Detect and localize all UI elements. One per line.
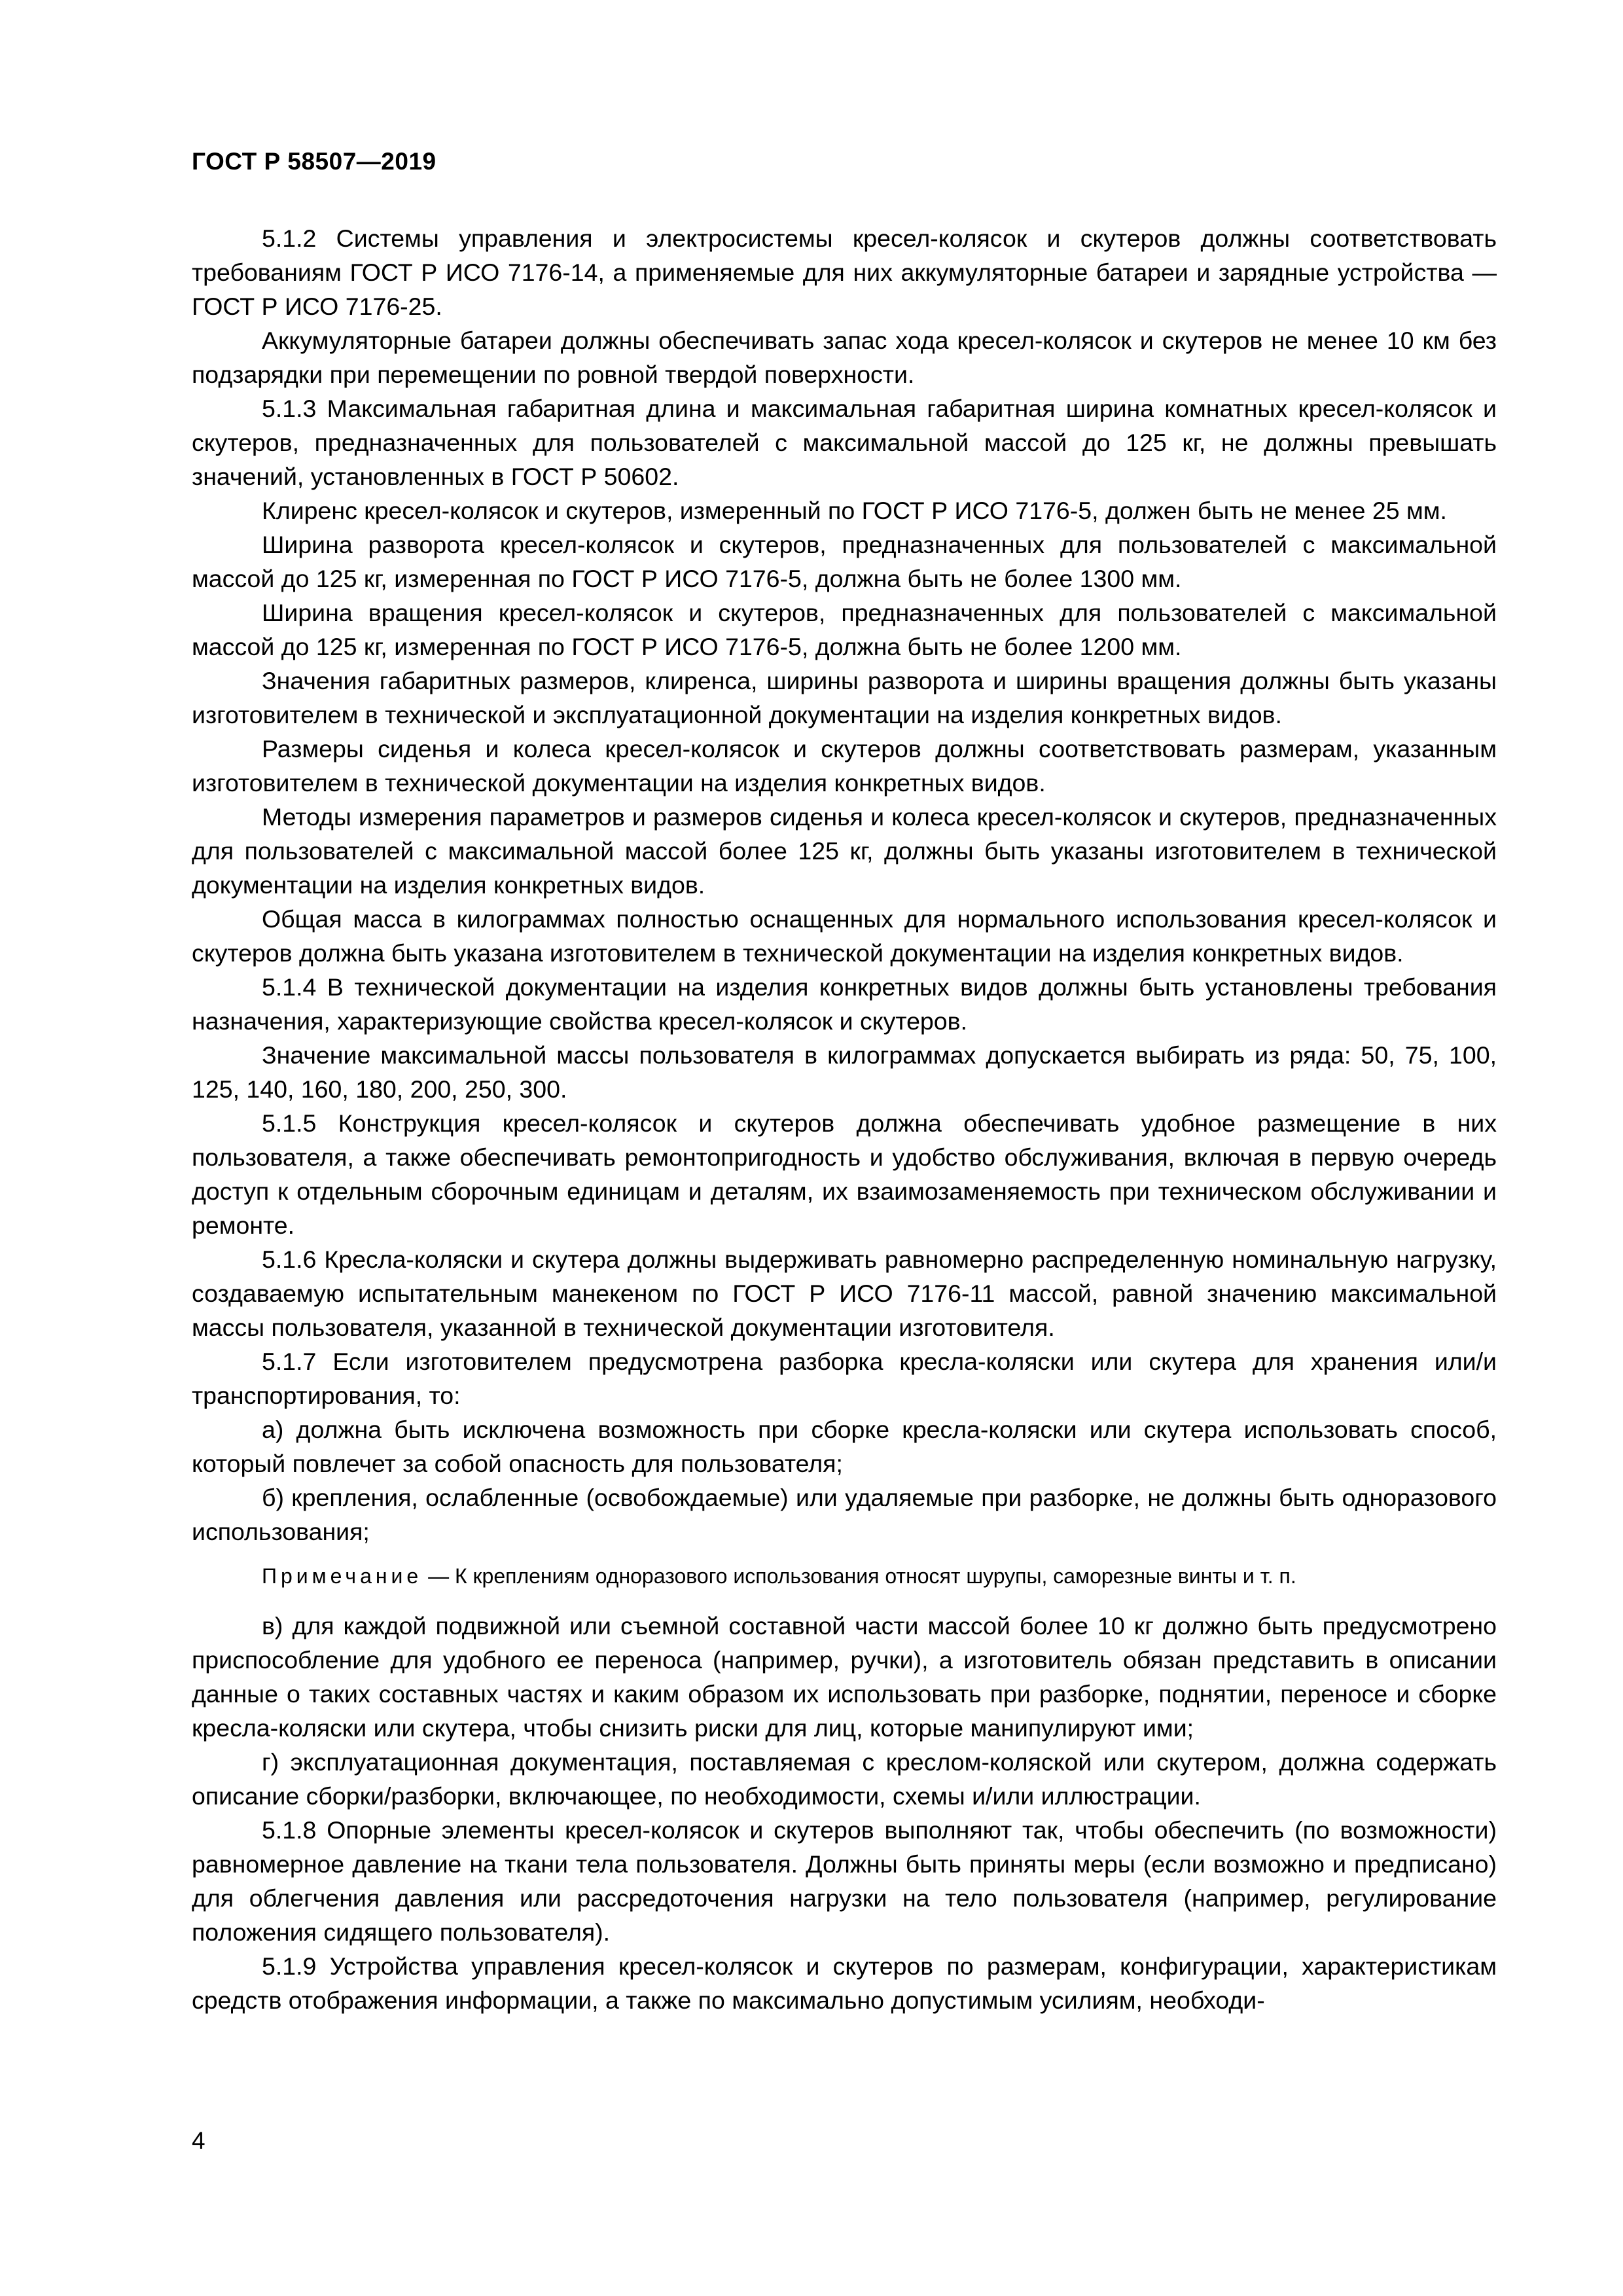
list-item-v: в) для каждой подвижной или съемной составной части массой более 10 кг должно быть предусмотрено приспособление для удобного ее переноса (например, ручки), а изготовитель обязан представить в описании данные о таких составных частях и каким образом их использовать при разборке, поднятии, переносе и сборке кресла-коляски или скутера, чтобы снизить риски для лиц, которые манипулируют ими; bbox=[192, 1612, 1497, 1742]
paragraph-clearance: Клиренс кресел-колясок и скутеров, измеренный по ГОСТ Р ИСО 7176-5, должен быть не менее 25 мм. bbox=[262, 497, 1447, 524]
paragraph-total-mass: Общая масса в килограммах полностью оснащенных для нормального использования кресел-колясок и скутеров должна быть указана изготовителем в технической документации на изделия конкретных видов. bbox=[192, 905, 1497, 967]
paragraph-5-1-9: 5.1.9 Устройства управления кресел-колясок и скутеров по размерам, конфигурации, характеристикам средств отображения информации, а также по максимально допустимым усилиям, необходи- bbox=[192, 1952, 1497, 2014]
paragraph-5-1-2: 5.1.2 Системы управления и электросистемы кресел-колясок и скутеров должны соответствовать требованиям ГОСТ Р ИСО 7176-14, а применяемые для них аккумуляторные батареи и зарядные устройства — ГОСТ Р ИСО 7176-25. bbox=[192, 224, 1497, 320]
note-text: — К креплениям одноразового использования относят шурупы, саморезные винты и т. п. bbox=[422, 1564, 1296, 1588]
paragraph-5-1-4: 5.1.4 В технической документации на изделия конкретных видов должны быть установлены требования назначения, характеризующие свойства кресел-колясок и скутеров. bbox=[192, 973, 1497, 1035]
document-body bbox=[192, 221, 1497, 2017]
list-item-a: а) должна быть исключена возможность при сборке кресла-коляски или скутера использовать способ, который повлечет за собой опасность для пользователя; bbox=[192, 1416, 1497, 1477]
list-item-b: б) крепления, ослабленные (освобождаемые) или удаляемые при разборке, не должны быть одноразового использования; bbox=[192, 1484, 1497, 1545]
paragraph-max-mass-values: Значение максимальной массы пользователя в килограммах допускается выбирать из ряда: 50, 75, 100, 125, 140, 160, 180, 200, 250, 300. bbox=[192, 1041, 1497, 1103]
note bbox=[192, 1562, 1497, 1590]
page-number: 4 bbox=[192, 2127, 205, 2154]
paragraph-5-1-8: 5.1.8 Опорные элементы кресел-колясок и скутеров выполняют так, чтобы обеспечить (по возможности) равномерное давление на ткани тела пользователя. Должны быть приняты меры (если возможно и предписано) для облегчения давления или рассредоточения нагрузки на тело пользователя (например, регулирование положения сидящего пользователя). bbox=[192, 1816, 1497, 1946]
paragraph-batteries: Аккумуляторные батареи должны обеспечивать запас хода кресел-колясок и скутеров не менее 10 км без подзарядки при перемещении по ровной твердой поверхности. bbox=[192, 327, 1497, 388]
note-label: Примечание bbox=[262, 1564, 423, 1588]
paragraph-5-1-7: 5.1.7 Если изготовителем предусмотрена разборка кресла-коляски или скутера для хранения или/и транспортирования, то: bbox=[192, 1348, 1497, 1409]
paragraph-turning-width: Ширина разворота кресел-колясок и скутеров, предназначенных для пользователей с максимальной массой до 125 кг, измеренная по ГОСТ Р ИСО 7176-5, должна быть не более 1300 мм. bbox=[192, 531, 1497, 592]
paragraph-5-1-6: 5.1.6 Кресла-коляски и скутера должны выдерживать равномерно распределенную номинальную нагрузку, создаваемую испытательным манекеном по ГОСТ Р ИСО 7176-11 массой, равной значению максимальной массы пользователя, указанной в технической документации изготовителя. bbox=[192, 1246, 1497, 1341]
paragraph-seat-wheel-size: Размеры сиденья и колеса кресел-колясок и скутеров должны соответствовать размерам, указанным изготовителем в технической документации на изделия конкретных видов. bbox=[192, 735, 1497, 797]
document-header: ГОСТ Р 58507—2019 bbox=[192, 148, 437, 175]
paragraph-rotation-width: Ширина вращения кресел-колясок и скутеров, предназначенных для пользователей с максимальной массой до 125 кг, измеренная по ГОСТ Р ИСО 7176-5, должна быть не более 1200 мм. bbox=[192, 599, 1497, 660]
list-item-g: г) эксплуатационная документация, поставляемая с креслом-коляской или скутером, должна содержать описание сборки/разборки, включающее, по необходимости, схемы и/или иллюстрации. bbox=[192, 1748, 1497, 1810]
paragraph-5-1-5: 5.1.5 Конструкция кресел-колясок и скутеров должна обеспечивать удобное размещение в них пользователя, а также обеспечивать ремонтопригодность и удобство обслуживания, включая в первую очередь доступ к отдельным сборочным единицам и деталям, их взаимозаменяемость при техническом обслуживании и ремонте. bbox=[192, 1109, 1497, 1239]
paragraph-dimension-values: Значения габаритных размеров, клиренса, ширины разворота и ширины вращения должны быть указаны изготовителем в технической и эксплуатационной документации на изделия конкретных видов. bbox=[192, 667, 1497, 728]
paragraph-5-1-3: 5.1.3 Максимальная габаритная длина и максимальная габаритная ширина комнатных кресел-колясок и скутеров, предназначенных для пользователей с максимальной массой до 125 кг, не должны превышать значений, установленных в ГОСТ Р 50602. bbox=[192, 395, 1497, 490]
paragraph-measurement-methods: Методы измерения параметров и размеров сиденья и колеса кресел-колясок и скутеров, предназначенных для пользователей с максимальной массой более 125 кг, должны быть указаны изготовителем в технической документации на изделия конкретных видов. bbox=[192, 803, 1497, 899]
